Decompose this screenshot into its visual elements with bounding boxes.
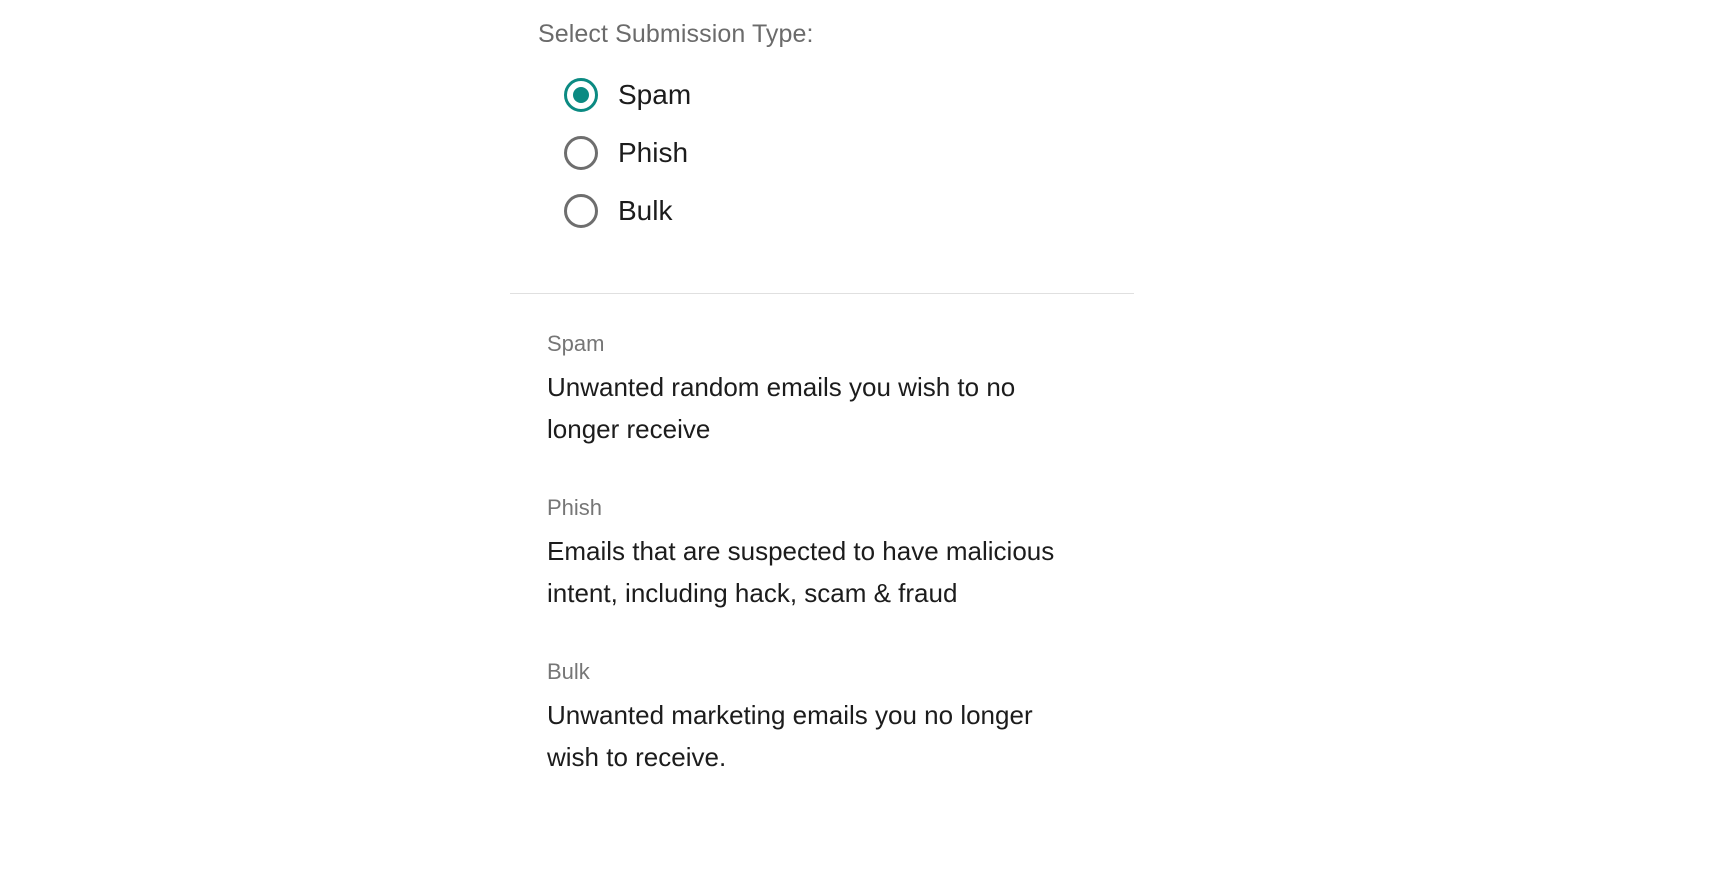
description-text-spam: Unwanted random emails you wish to no longer receive [547,372,1016,444]
radio-label-bulk[interactable]: Bulk [618,195,673,226]
submission-type-descriptions [547,330,1147,822]
radio-label-spam[interactable]: Spam [618,79,692,110]
radio-option-phish[interactable] [564,124,1198,182]
description-term-phish: Phish [547,495,603,520]
radio-button-icon-bulk[interactable] [564,194,598,228]
radio-button-icon-phish[interactable] [564,136,598,170]
description-term-spam: Spam [547,331,605,356]
description-text-bulk: Unwanted marketing emails you no longer wish to receive. [547,700,1033,772]
radio-button-icon-spam[interactable] [564,78,598,112]
section-divider [510,293,1134,294]
description-item-spam [547,330,1147,450]
radio-option-bulk[interactable] [564,182,1198,240]
description-item-phish [547,494,1147,614]
description-text-phish: Emails that are suspected to have malicious intent, including hack, scam & fraud [547,536,1055,608]
description-term-bulk: Bulk [547,659,590,684]
submission-type-radio-group [538,66,1198,240]
submission-type-group-label: Select Submission Type: [538,20,814,48]
radio-label-phish[interactable]: Phish [618,137,689,168]
description-item-bulk [547,658,1147,778]
submission-type-form [538,18,1198,240]
radio-option-spam[interactable] [564,66,1198,124]
